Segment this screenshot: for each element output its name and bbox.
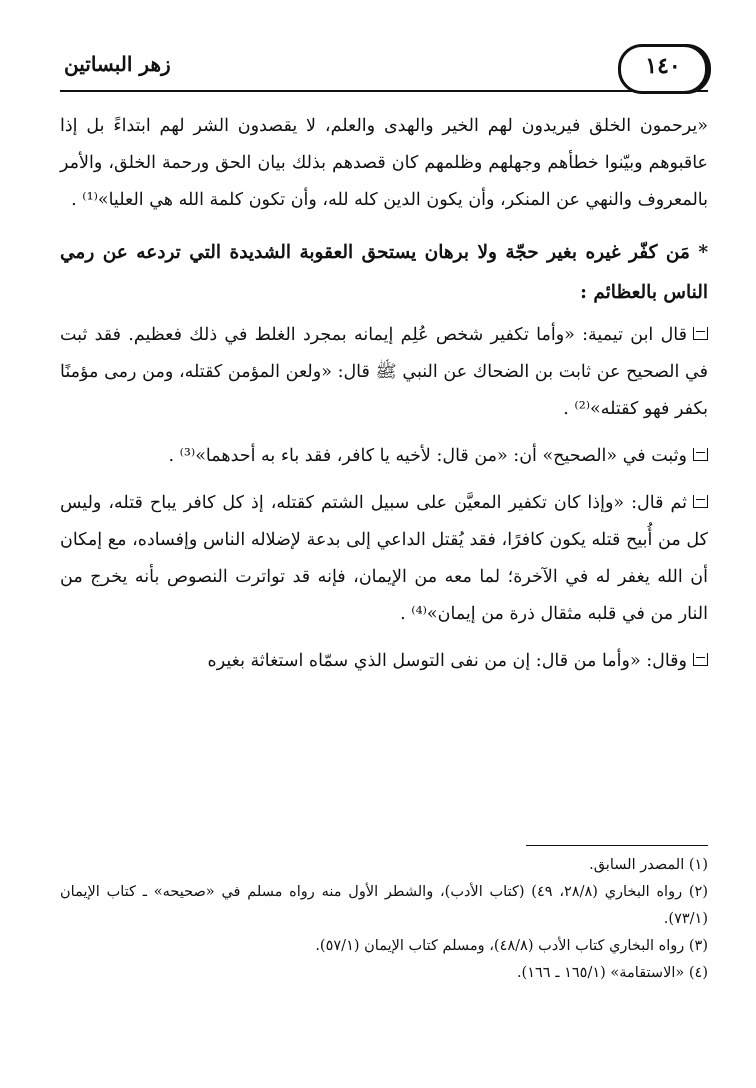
quote-marker-icon	[693, 653, 708, 666]
paragraph-2	[60, 317, 708, 428]
quote-marker-icon	[693, 495, 708, 508]
paragraph-4-text: ثم قال: «وإذا كان تكفير المعيَّن على سبيل الشتم كقتله، إذ كل كافر يباح قتله، وليس كل من أُبيح قتله يكون كافرًا، فقد يُقتل الداعي إلى بدعة لإضلاله الناس وإفساده، مع إمكان أن الله يغفر له في الآخرة؛ لما معه من الإيمان، فإنه قد تواترت النصوص بأنه يخرج من النار من في قلبه مثقال ذرة من إيمان»⁽⁴⁾ .	[60, 493, 708, 624]
quote-marker-icon	[693, 327, 708, 340]
paragraph-2-text: قال ابن تيمية: «وأما تكفير شخص عُلِم إيمانه بمجرد الغلط في ذلك فعظيم. فقد ثبت في الصحيح عن ثابت بن الضحاك عن النبي ﷺ قال: «ولعن المؤمن كقتله، ومن رمى مؤمنًا بكفر فهو كقتله»⁽²⁾ .	[60, 325, 708, 419]
paragraph-4	[60, 485, 708, 633]
paragraph-5-text: وقال: «وأما من قال: إن من نفى التوسل الذي سمّاه استغاثة بغيره	[207, 651, 687, 671]
page-number-frame	[618, 44, 708, 94]
footnote-3: (٣) رواه البخاري كتاب الأدب (٤٨/٨)، ومسلم كتاب الإيمان (٥٧/١).	[315, 938, 708, 954]
book-title: زهر البساتين	[64, 52, 171, 76]
paragraph-3	[60, 438, 708, 475]
header-rule	[60, 90, 708, 92]
paragraph-1: «يرحمون الخلق فيريدون لهم الخير والهدى والعلم، لا يقصدون الشر لهم ابتداءً بل إذا عاقبوهم وبيّنوا خطأهم وجهلهم وظلمهم كان قصدهم بذلك بيان الحق ورحمة الخلق، والأمر بالمعروف والنهي عن المنكر، وأن يكون الدين كله لله، وأن تكون كلمة الله هي العليا»⁽¹⁾ .	[60, 116, 708, 210]
footnotes	[60, 852, 708, 987]
page-number: ١٤٠	[645, 53, 681, 79]
footnote-4: (٤) «الاستقامة» (١٦٥/١ ـ ١٦٦).	[516, 965, 708, 981]
page-header	[60, 44, 708, 94]
footnote-rule	[526, 845, 708, 846]
paragraph-5	[60, 643, 708, 680]
quote-marker-icon	[693, 448, 708, 461]
section-heading: * مَن كفّر غيره بغير حجّة ولا برهان يستحق العقوبة الشديدة التي تردعه عن رمي الناس بالعظائم :	[60, 242, 708, 303]
footnote-1: (١) المصدر السابق.	[589, 857, 708, 873]
footnote-2: (٢) رواه البخاري (٢٨/٨، ٤٩) (كتاب الأدب)، والشطر الأول منه رواه مسلم في «صحيحه» ـ كتاب الإيمان (٧٣/١).	[60, 884, 708, 927]
paragraph-3-text: وثبت في «الصحيح» أن: «من قال: لأخيه يا كافر، فقد باء به أحدهما»⁽³⁾ .	[168, 446, 687, 466]
main-text	[60, 108, 708, 680]
